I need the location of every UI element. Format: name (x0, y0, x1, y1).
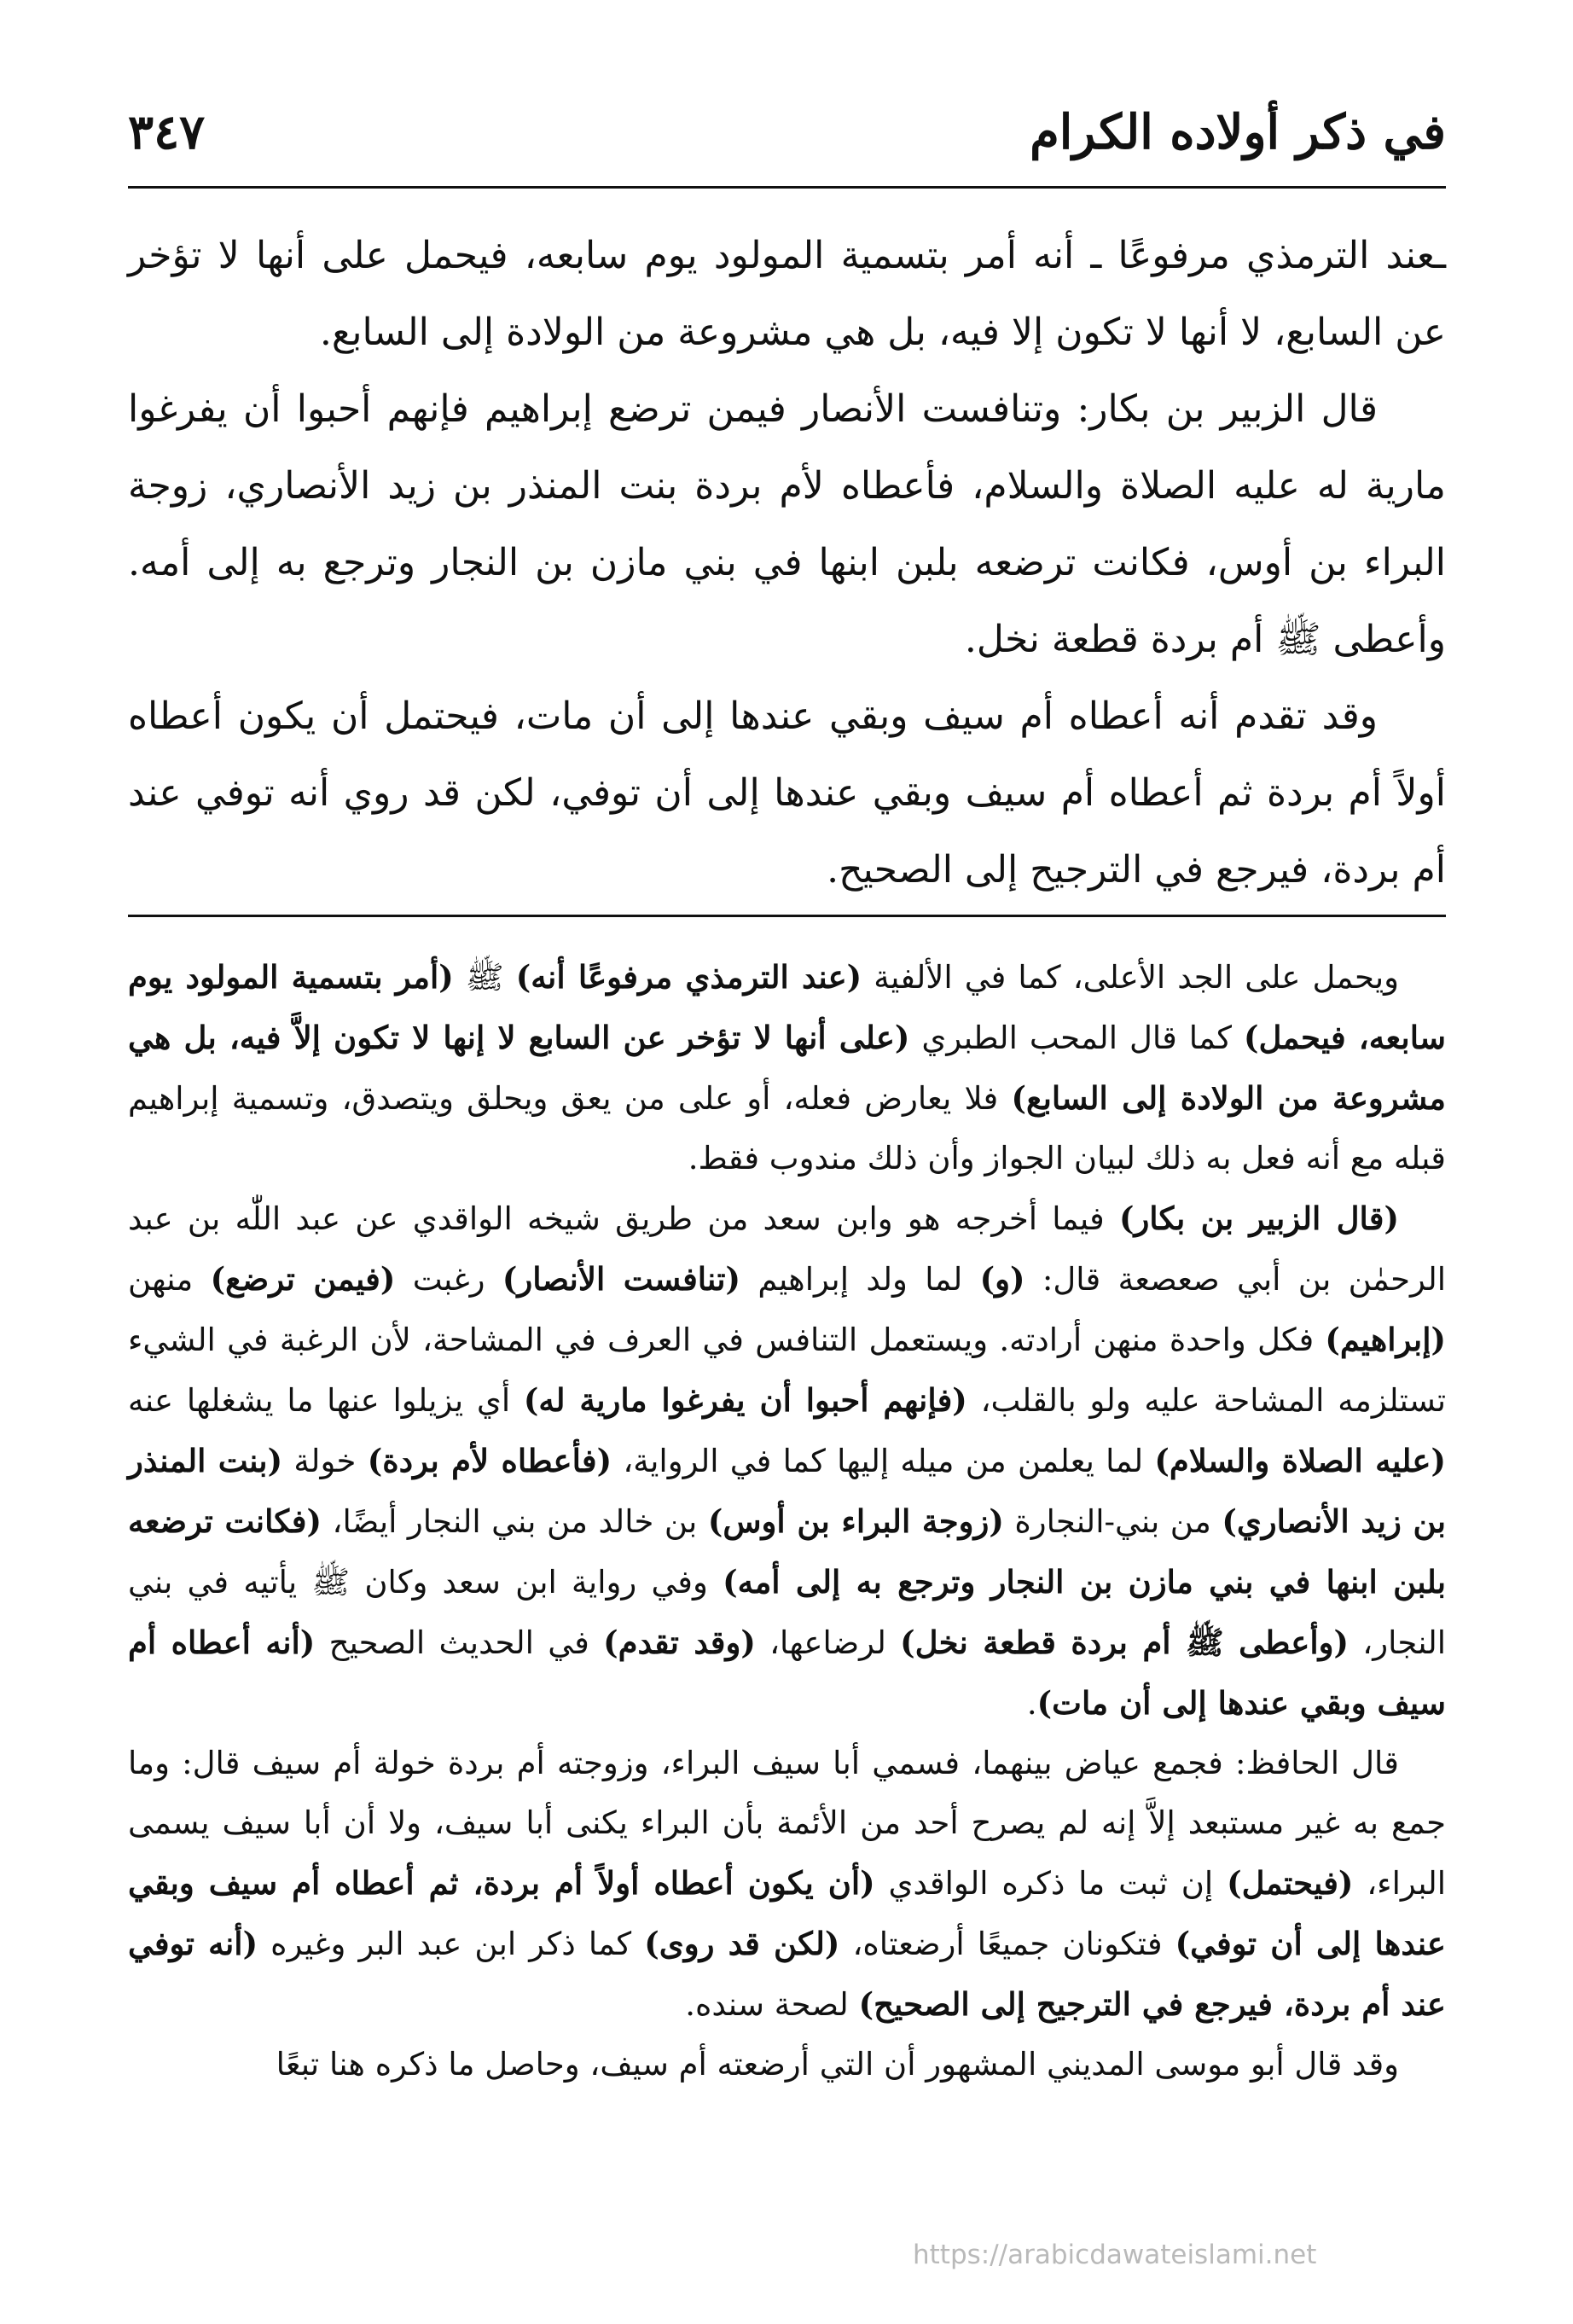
commentary-text: . (1026, 1685, 1037, 1722)
header-rule (128, 186, 1446, 189)
quoted-text: (أنه توفي عند أم بردة، فيرجع في الترجيح إلى الصحيح) (128, 1925, 1446, 2023)
quoted-text: (على أنها لا تؤخر عن السابع لا إنها لا تكون إلاَّ فيه، بل هي مشروعة من الولادة إلى السابع) (128, 1019, 1447, 1117)
quoted-text: (أن يكون أعطاه أولاً أم بردة، ثم أعطاه أم سيف وبقي عندها إلى أن توفي) (128, 1864, 1447, 1962)
commentary-paragraph (128, 1734, 1446, 2035)
commentary-text: في الحديث الصحيح (315, 1624, 604, 1661)
quoted-text: (أنه أعطاه أم سيف وبقي عندها إلى أن مات) (128, 1624, 1446, 1722)
main-text (128, 218, 1446, 909)
commentary-text: أي يزيلوا عنها ما يشغلها عنه (128, 1382, 524, 1419)
page-header (128, 94, 1446, 171)
quoted-text: (عليه الصلاة والسلام) (1154, 1442, 1446, 1479)
quoted-text: (فأعطاه لأم بردة) (367, 1442, 612, 1479)
quoted-text: (أمر بتسمية المولود يوم سابعه، فيحمل) (128, 958, 1446, 1056)
commentary-paragraph (128, 1188, 1446, 1734)
section-rule (128, 915, 1446, 917)
quoted-text: (فيحتمل) (1227, 1864, 1354, 1902)
watermark-url: https://arabicdawateislami.net (913, 2240, 1317, 2270)
commentary-text: إن ثبت ما ذكره الواقدي (874, 1865, 1228, 1902)
page-number: ٣٤٧ (128, 104, 206, 160)
main-paragraph: ـعند الترمذي مرفوعًا ـ أنه أمر بتسمية المولود يوم سابعه، فيحمل على أنها لا تؤخر عن السابع، لا أنها لا تكون إلا فيه، بل هي مشروعة من الولادة إلى السابع. (128, 234, 1446, 354)
quoted-text: (وقد تقدم) (603, 1624, 756, 1661)
commentary (128, 947, 1446, 2095)
commentary-text: لما يعلمن من ميله إليها كما في الرواية، (612, 1443, 1155, 1479)
quoted-text: (إبراهيم) (1325, 1321, 1446, 1358)
quoted-text: (زوجة البراء بن أوس) (707, 1502, 1004, 1540)
commentary-text: قال الحافظ: فجمع عياض بينهما، فسمي أبا سيف البراء، وزوجته أم بردة خولة أم سيف قال: وما جمع به غير مستبعد إلاَّ إنه لم يصرح أحد من الأئمة بأن البراء يكنى أبا سيف، ولا أن أبا سيف يسمى البراء، (128, 1745, 1446, 1902)
commentary-text: وفي رواية ابن سعد وكان ﷺ يأتيه في بني النجار، (128, 1564, 1446, 1661)
commentary-text: رغبت (395, 1261, 502, 1298)
quoted-text: (فكانت ترضعه بلبن ابنها في بني مازن بن النجار وترجع به إلى أمه) (128, 1502, 1446, 1601)
quoted-text: (عند الترمذي مرفوعًا أنه) (515, 958, 862, 996)
quoted-text: (وأعطى ﷺ أم بردة قطعة نخل) (900, 1624, 1350, 1661)
commentary-text: لما ولد إبراهيم (740, 1261, 980, 1298)
commentary-text: بن خالد من بني النجار أيضًا، (322, 1503, 708, 1540)
quoted-text: (بنت المنذر بن زيد الأنصاري) (128, 1442, 1447, 1540)
quoted-text: (فإنهم أحبوا أن يفرغوا مارية له) (523, 1381, 967, 1419)
running-title: في ذكر أولاده الكرام (1030, 104, 1446, 160)
main-paragraph: قال الزبير بن بكار: وتنافست الأنصار فيمن ترضع إبراهيم فإنهم أحبوا أن يفرغوا مارية له عليه الصلاة والسلام، فأعطاه لأم بردة بنت المنذر بن زيد الأنصاري، زوجة البراء بن أوس، فكانت ترضعه بلبن ابنها في بني مازن بن النجار وترجع به إلى أمه. وأعطى ﷺ أم بردة قطعة نخل. (128, 387, 1446, 661)
commentary-text: كما ذكر ابن عبد البر وغيره (258, 1926, 645, 1962)
commentary-text: فكل واحدة منهن أرادته. ويستعمل التنافس في العرف في المشاحة، لأن الرغبة في الشيء تستلزمه المشاحة عليه ولو بالقلب، (128, 1322, 1446, 1419)
quoted-text: (تنافست الأنصار) (502, 1260, 741, 1298)
quoted-text: (فيمن ترضع) (210, 1260, 396, 1298)
commentary-text: منهن (128, 1261, 211, 1298)
commentary-text: لصحة سنده. (685, 1986, 859, 2023)
commentary-paragraph: وقد قال أبو موسى المديني المشهور أن التي أرضعته أم سيف، وحاصل ما ذكره هنا تبعًا (276, 2046, 1399, 2083)
commentary-text: خولة (282, 1443, 368, 1479)
commentary-text: فلا يعارض فعله، أو على من يعق ويحلق ويتصدق، وتسمية إبراهيم قبله مع أنه فعل به ذلك لبيان الجواز وأن ذلك مندوب فقط. (128, 1080, 1446, 1177)
commentary-text: فيما أخرجه هو وابن سعد من طريق شيخه الواقدي عن عبد اللّٰه بن عبد الرحمٰن بن أبي صعصعة قال: (128, 1200, 1447, 1298)
commentary-text: لرضاعها، (755, 1624, 901, 1661)
quoted-text: (لكن قد روى) (644, 1925, 840, 1962)
commentary-text: ﷺ (453, 959, 516, 996)
main-paragraph: وقد تقدم أنه أعطاه أم سيف وبقي عندها إلى أن مات، فيحتمل أن يكون أعطاه أولاً أم بردة ثم أعطاه أم سيف وبقي عندها إلى أن توفي، لكن قد روي أنه توفي عند أم بردة، فيرجع في الترجيح إلى الصحيح. (128, 694, 1446, 892)
commentary-text: ويحمل على الجد الأعلى، كما في الألفية (862, 959, 1399, 996)
quoted-text: (و) (979, 1260, 1025, 1298)
commentary-text: كما قال المحب الطبري (909, 1020, 1245, 1056)
commentary-text: فتكونان جميعًا أرضعتاه، (839, 1926, 1175, 1962)
quoted-text: (قال الزبير بن بكار) (1118, 1200, 1399, 1237)
commentary-paragraph (128, 947, 1446, 1188)
commentary-text: من بني-النجارة (1003, 1503, 1222, 1540)
